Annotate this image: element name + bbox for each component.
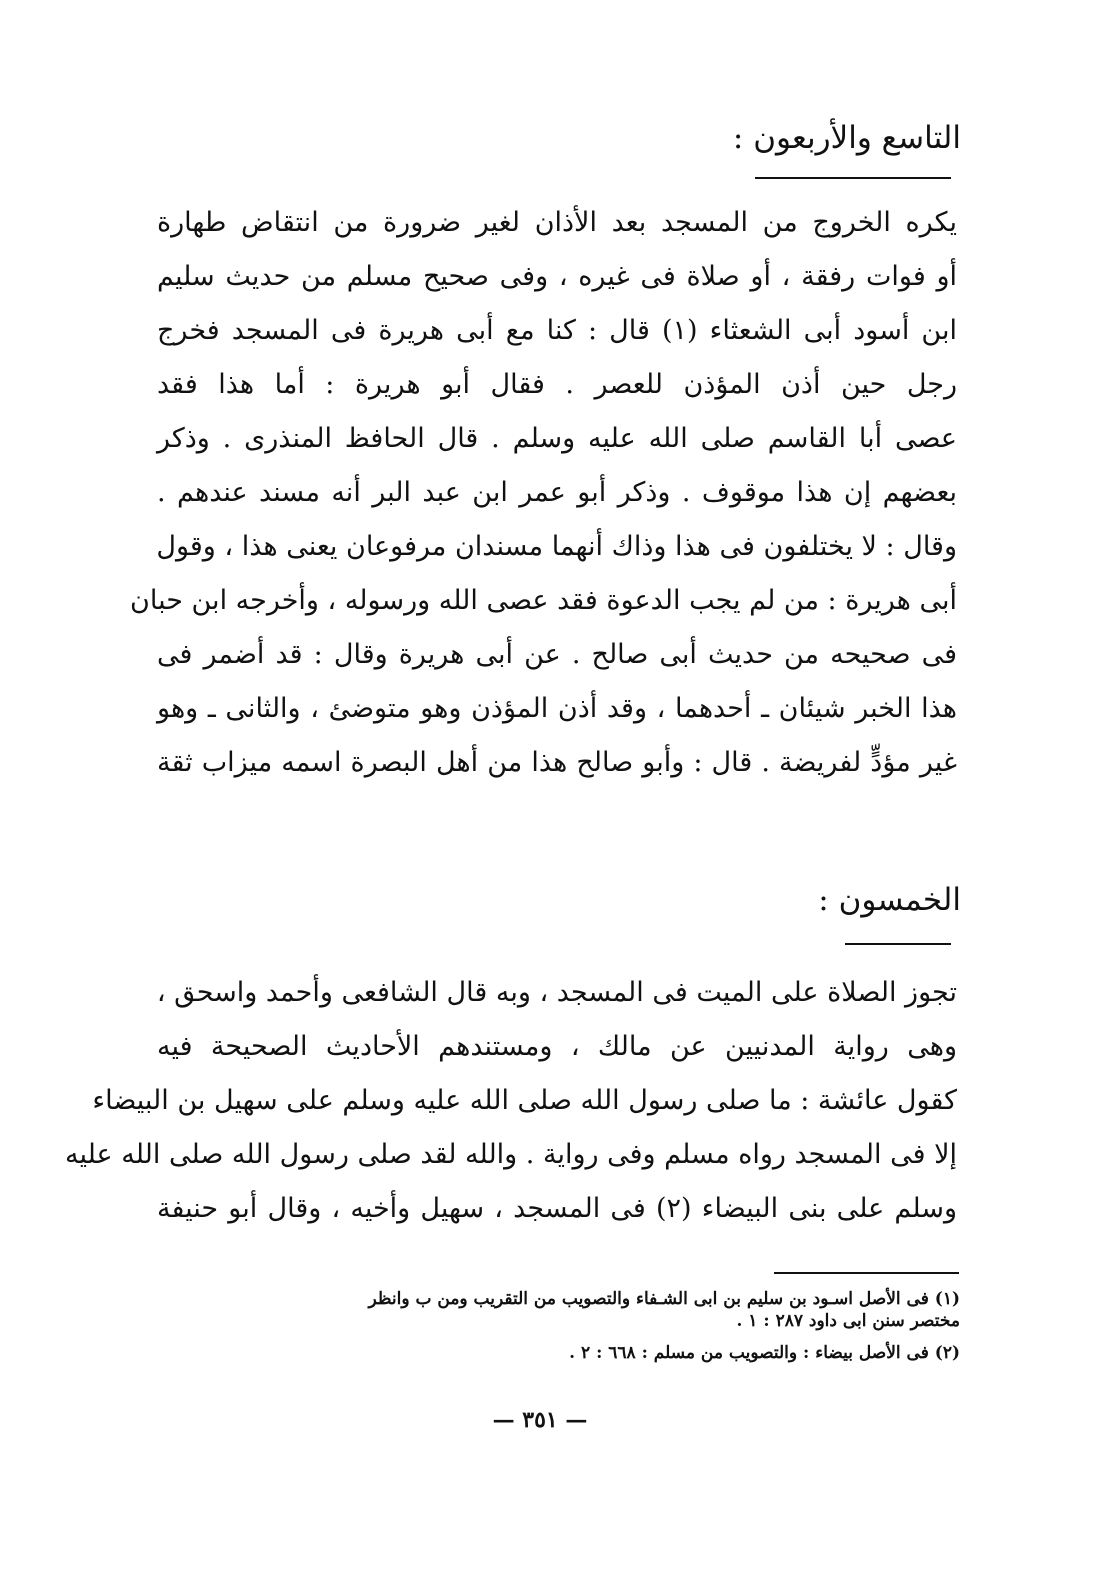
heading-underline: [845, 943, 951, 945]
text-line: وقال : لا يختلفون فى هذا وذاك أنهما مسندان مرفوعان يعنى هذا ، وقول: [156, 531, 957, 562]
heading-underline: [755, 177, 951, 179]
section-heading: التاسع والأربعون :: [732, 120, 961, 156]
text-line: يكره الخروج من المسجد بعد الأذان لغير ضرورة من انتقاض طهارة: [157, 207, 957, 238]
text-line: كقول عائشة : ما صلى رسول الله صلى الله عليه وسلم على سهيل بن البيضاء: [92, 1085, 957, 1116]
footnote-gap: [140, 1332, 960, 1342]
text-line: هذا الخبر شيئان ـ أحدهما ، وقد أذن المؤذن وهو متوضئ ، والثانى ـ وهو: [157, 693, 957, 724]
footnote-line: مختصر سنن ابى داود ٢٨٧ : ١ .: [736, 1311, 960, 1331]
text-line: إلا فى المسجد رواه مسلم وفى رواية . والله لقد صلى رسول الله صلى الله عليه: [64, 1139, 957, 1170]
text-line: فى صحيحه من حديث أبى صالح . عن أبى هريرة وقال : قد أضمر فى: [157, 639, 957, 670]
footnote-line: (٢) فى الأصل بيضاء : والتصويب من مسلم : ٦٦٨ : ٢ .: [569, 1343, 960, 1363]
text-line: عصى أبا القاسم صلى الله عليه وسلم . قال الحافظ المنذرى . وذكر: [157, 423, 957, 454]
footnote-line: (١) فى الأصل اسـود بن سليم بن ابى الشـفاء والتصويب من التقريب ومن ب وانظر: [368, 1289, 960, 1309]
footnotes: [140, 1288, 960, 1364]
page-number: — ٣٥١ —: [492, 1407, 588, 1433]
section-body: [64, 966, 958, 1236]
text-line: أبى هريرة : من لم يجب الدعوة فقد عصى الله ورسوله ، وأخرجه ابن حبان: [130, 585, 957, 616]
text-line: غير مؤدٍّ لفريضة . قال : وأبو صالح هذا من أهل البصرة اسمه ميزاب ثقة: [157, 747, 957, 778]
section-body: [130, 196, 957, 790]
text-line: رجل حين أذن المؤذن للعصر . فقال أبو هريرة : أما هذا فقد: [157, 369, 957, 400]
text-line: أو فوات رفقة ، أو صلاة فى غيره ، وفى صحيح مسلم من حديث سليم: [157, 261, 957, 292]
footnote-separator: [774, 1272, 959, 1274]
text-line: وهى رواية المدنيين عن مالك ، ومستندهم الأحاديث الصحيحة فيه: [157, 1031, 957, 1062]
section-heading: الخمسون :: [818, 882, 961, 918]
text-line: وسلم على بنى البيضاء (٢) فى المسجد ، سهيل وأخيه ، وقال أبو حنيفة: [157, 1193, 958, 1224]
text-line: تجوز الصلاة على الميت فى المسجد ، وبه قال الشافعى وأحمد واسحق ،: [156, 977, 957, 1008]
text-line: بعضهم إن هذا موقوف . وذكر أبو عمر ابن عبد البر أنه مسند عندهم .: [157, 477, 957, 508]
text-line: ابن أسود أبى الشعثاء (١) قال : كنا مع أبى هريرة فى المسجد فخرج: [157, 315, 957, 346]
